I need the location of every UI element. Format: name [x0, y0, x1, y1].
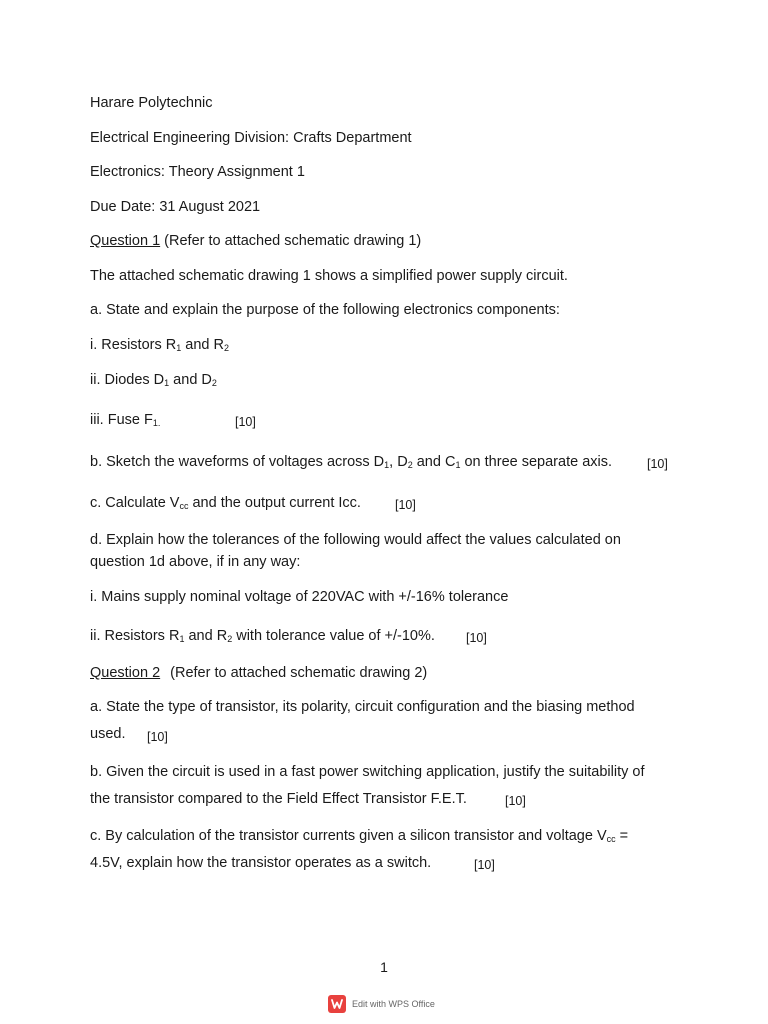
question-2b-mark: [10] [505, 794, 526, 808]
due-date: Due Date: 31 August 2021 [90, 199, 261, 215]
question-1d-line-1: d. Explain how the tolerances of the following would affect the values calculated on [90, 532, 621, 548]
institution-name: Harare Polytechnic [90, 95, 213, 111]
subscript: 2 [211, 378, 217, 388]
question-2-note: (Refer to attached schematic drawing 2) [170, 665, 428, 681]
question-2-heading: Question 2 [90, 665, 161, 681]
question-1a: a. State and explain the purpose of the following electronics components: [90, 302, 560, 318]
text-run: with tolerance value of +/-10%. [232, 628, 435, 644]
question-2-heading-line [90, 663, 427, 683]
question-1a-iii [90, 410, 160, 433]
text-run: , D [389, 454, 408, 470]
text-run: i. Resistors R [90, 337, 177, 353]
question-2b-line-2: the transistor compared to the Field Effect Transistor F.E.T. [90, 791, 467, 807]
question-1d-i: i. Mains supply nominal voltage of 220VAC with +/-16% tolerance [90, 589, 509, 605]
text-run: V [169, 495, 180, 511]
question-1a-i [90, 335, 229, 358]
division-line: Electrical Engineering Division: Crafts Department [90, 130, 412, 146]
question-1-heading: Question 1 [90, 233, 161, 249]
text-run: ii. Diodes D [90, 372, 165, 388]
wps-edit-link[interactable] [328, 995, 435, 1013]
question-2a-line-2: used. [90, 726, 126, 742]
question-2b-line-1: b. Given the circuit is used in a fast power switching application, justify the suitability of [90, 764, 645, 780]
subscript: cc [606, 834, 616, 844]
subscript: 2 [227, 634, 233, 644]
text-run: ii. Resistors R [90, 628, 180, 644]
subscript: 2 [223, 343, 229, 353]
text-run: b. Sketch the waveforms of voltages across D [90, 454, 385, 470]
question-1b-mark: [10] [647, 457, 668, 471]
question-1-heading-line [90, 231, 421, 251]
question-2a-mark: [10] [147, 730, 168, 744]
text-run: and C [412, 454, 456, 470]
text-run: and D [169, 372, 212, 388]
question-1-intro: The attached schematic drawing 1 shows a simplified power supply circuit. [90, 268, 568, 284]
wps-office-icon [328, 995, 346, 1013]
text-run: and the output current [188, 495, 339, 511]
text-run: iii. Fuse F [90, 412, 153, 428]
question-1c-mark: [10] [395, 498, 416, 512]
subscript: 1. [152, 418, 161, 428]
subscript: 1 [179, 634, 185, 644]
text-run: on three separate axis. [460, 454, 613, 470]
subscript: 1 [384, 460, 390, 470]
question-1-note: Refer to attached schematic drawing 1) [169, 233, 422, 249]
question-1a-mark: [10] [235, 415, 256, 429]
subscript: 1 [176, 343, 182, 353]
question-1a-ii [90, 370, 217, 393]
text-run: c. Calculate [90, 495, 170, 511]
question-1d-ii [90, 626, 435, 649]
question-1d-line-2: question 1d above, if in any way: [90, 554, 301, 570]
question-2c-line-2: 4.5V, explain how the transistor operates as a switch. [90, 855, 432, 871]
page-number: 1 [380, 959, 388, 975]
question-2a-line-1: a. State the type of transistor, its polarity, circuit configuration and the biasing method [90, 699, 635, 715]
question-1-paren: ( [160, 233, 169, 249]
question-1c [90, 493, 361, 516]
subscript: cc [179, 501, 189, 511]
question-1d-mark: [10] [466, 631, 487, 645]
text-run: = [615, 828, 629, 844]
question-1b [90, 452, 612, 475]
subscript: 2 [407, 460, 413, 470]
wps-label: Edit with WPS Office [352, 999, 435, 1009]
assignment-title: Electronics: Theory Assignment 1 [90, 164, 305, 180]
text-run: and R [184, 628, 228, 644]
question-2c-mark: [10] [474, 858, 495, 872]
question-2c-line-1 [90, 826, 628, 849]
subscript: 1 [164, 378, 170, 388]
subscript: 1 [455, 460, 461, 470]
text-run: Icc. [338, 495, 361, 511]
text-run: and R [181, 337, 224, 353]
text-run: c. By calculation of the transistor currents given a silicon transistor and voltage V [90, 828, 607, 844]
